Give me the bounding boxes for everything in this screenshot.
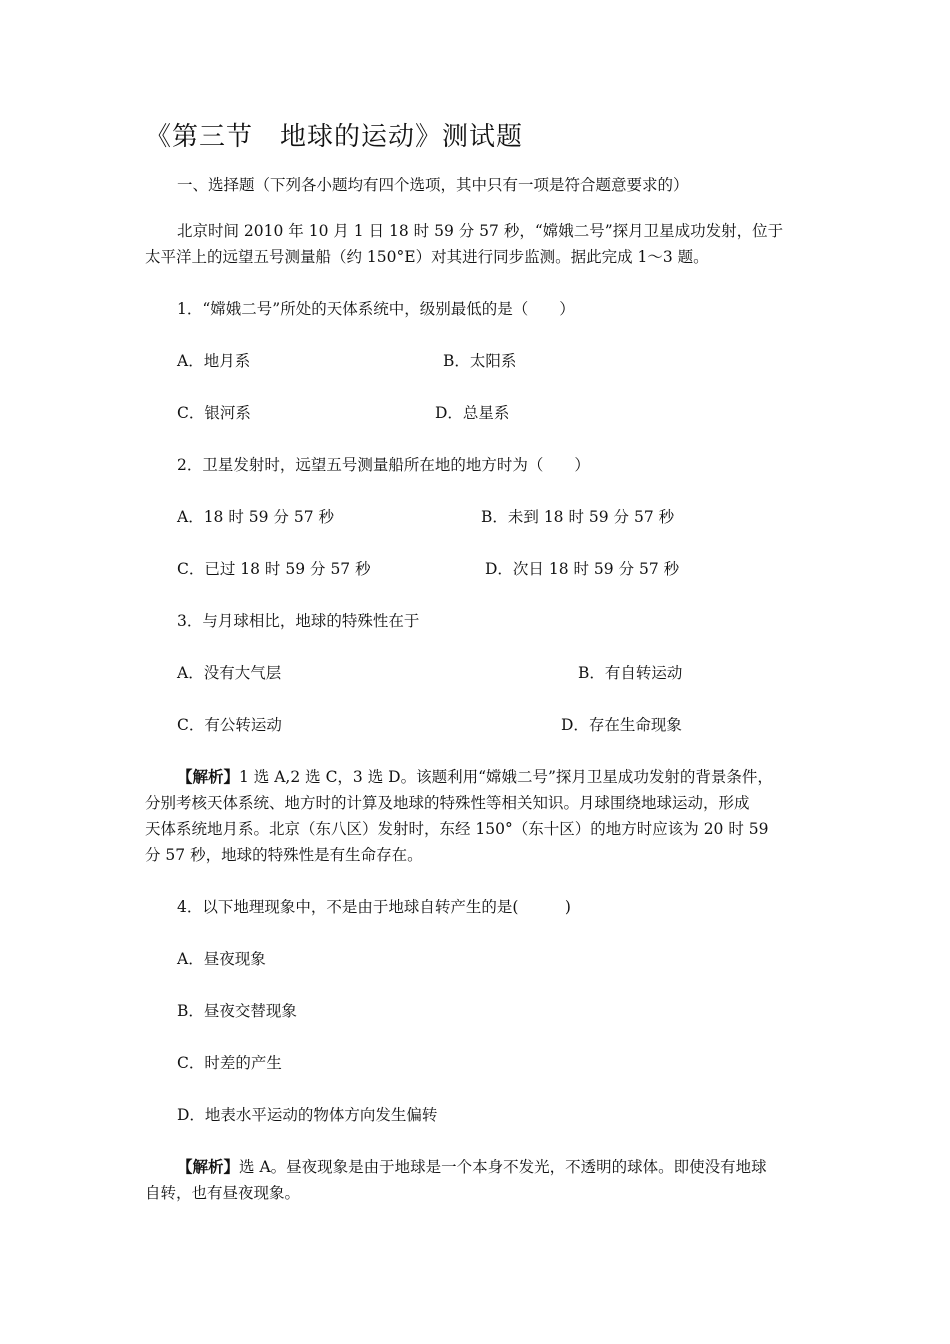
q3-option-c: C．有公转运动 [177,716,282,734]
q3-option-b: B．有自转运动 [578,664,683,682]
analysis-1-line-4: 分 57 秒，地球的特殊性是有生命存在。 [145,846,423,864]
q1-option-c: C．银河系 [177,404,251,422]
analysis-text: 选 A。昼夜现象是由于地球是一个本身不发光，不透明的球体。即使没有地球 [239,1158,767,1176]
analysis-label: 【解析】 [177,1157,240,1176]
intro-line-2: 太平洋上的远望五号测量船（约 150°E）对其进行同步监测。据此完成 1～3 题。 [145,248,709,266]
q1-option-b: B．太阳系 [443,352,517,370]
q4-option-c: C．时差的产生 [177,1054,282,1072]
analysis-2-line-2: 自转，也有昼夜现象。 [145,1184,301,1202]
page-title: 《第三节 地球的运动》测试题 [145,122,524,152]
q3-option-d: D．存在生命现象 [561,716,682,734]
q3-stem: 3．与月球相比，地球的特殊性在于 [177,612,420,630]
q2-option-b: B．未到 18 时 59 分 57 秒 [481,508,675,526]
q4-option-a: A．昼夜现象 [177,950,266,968]
q3-option-a: A．没有大气层 [177,664,282,682]
analysis-2-line-1 [177,1154,767,1180]
analysis-1-line-3: 天体系统地月系。北京（东八区）发射时，东经 150°（东十区）的地方时应该为 20 时 59 [145,820,769,838]
analysis-text: 1 选 A,2 选 C，3 选 D。该题利用“嫦娥二号”探月卫星成功发射的背景条件， [239,768,773,786]
q1-option-d: D．总星系 [435,404,510,422]
analysis-label: 【解析】 [177,767,240,786]
q2-option-d: D．次日 18 时 59 分 57 秒 [485,560,680,578]
q2-stem: 2．卫星发射时，远望五号测量船所在地的地方时为（ ） [177,456,590,474]
q2-option-c: C．已过 18 时 59 分 57 秒 [177,560,371,578]
q1-option-a: A．地月系 [177,352,251,370]
section-heading: 一、选择题（下列各小题均有四个选项，其中只有一项是符合题意要求的） [177,176,689,194]
q4-stem: 4．以下地理现象中，不是由于地球自转产生的是( ) [177,898,571,916]
q4-option-d: D．地表水平运动的物体方向发生偏转 [177,1106,438,1124]
q1-stem: 1．“嫦娥二号”所处的天体系统中，级别最低的是（ ） [177,300,575,318]
q2-option-a: A．18 时 59 分 57 秒 [177,508,334,526]
analysis-1-line-1 [177,764,773,790]
analysis-1-line-2: 分别考核天体系统、地方时的计算及地球的特殊性等相关知识。月球围绕地球运动，形成 [145,794,750,812]
intro-line-1: 北京时间 2010 年 10 月 1 日 18 时 59 分 57 秒，“嫦娥二号”探月卫星成功发射，位于 [177,222,784,240]
q4-option-b: B．昼夜交替现象 [177,1002,297,1020]
